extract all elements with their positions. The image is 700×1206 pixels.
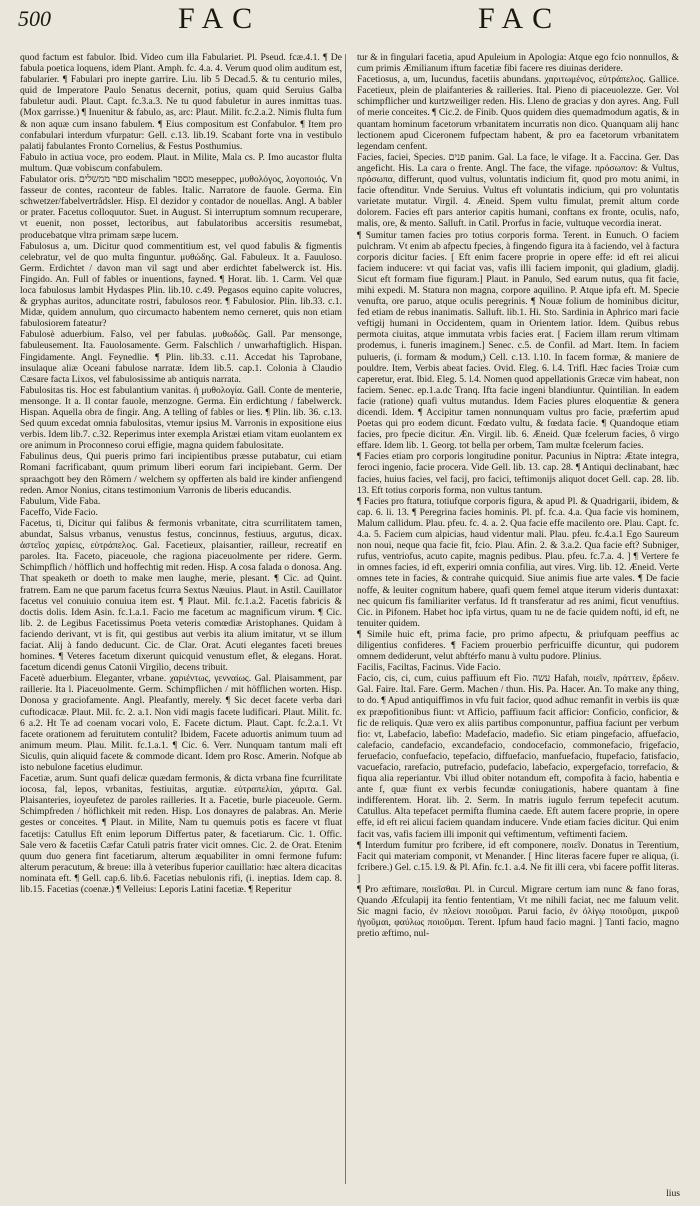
dictionary-entry bbox=[357, 662, 679, 673]
dictionary-entry bbox=[357, 74, 679, 152]
dictionary-entry bbox=[20, 152, 342, 174]
entry-text: faciei, Species. פנים panim. Gal. La face, le vifage. It a. Faccina. Ger. Das angeficht. His. La cara o frente. Angl. The face, the vifage. πρόσωπον: & Vultus, πρόσωπα, differunt, quod vultus, voluntatis indicium fit, quod pro motu animi, in facie oftenditur. Vnde Seruius. Vultus eft voluntatis indicium, qui pro voluntatis varietate mutatur. Virgil. 4. Æneid. Spem vultu fimulat, premit altum corde dolorem. Facies eft pars anterior capitis humani, conftans ex fronte, oculis, nafo, malis, ore, & mento. Salluft. in Catil. Prorfus in facie, vultuque vecordia inerat. bbox=[357, 151, 679, 230]
entry-headword: Facetiæ, bbox=[20, 773, 55, 785]
entry-text: ¶ Pro æftimare, ποιεῖσθαι. Pl. in Curcul. Migrare certum iam nunc & fano foras, Quando Æfculapij ita fentio fententiam, Vt me nihili faciat, nec me faluum velit. Sic magni facio, ἐν πλείονι ποιοῦμαι. Parui facio, ἐν ὀλίγῳ ποιοῦμαι, μικροῦ ἡγοῦμαι, φαύλως ποιοῦμαι. Terent. Ipfum haud facio magni. ] Tanti facio, magno pretio æftimo, nul- bbox=[357, 884, 679, 940]
entry-text: aduerbium. Eleganter, vrbane. χαριέντως, γενναίως. Gal. Plaisamment, par raillerie. Ita l. Piaceuolmente. Germ. Schimpflichen / mit höfflichen worten. Hisp. Donosa y graciofamente. Angl. Pleafantly, merely. ¶ Sic decet facete verba dari cuftodicacæ. Plaut. Mil. fc. 2. a.1. Non vidi magis facete ludificari. Plaut. Milit. fc. 6 a.2. Ht Te ad coenam vocari volo, E. Facete dictum. Plaut. Capt. fc.2.a.1. Vt facete orationem ad feruitutem contulit? Ibidem, Facete aduortis animum tuum ad animum meum. Plau. Milit. fc.1.a.1. ¶ Cic. 6. Verr. Nunquam tantum mali eft Siculis, quin aliquid facete & commode dicant. Idem pro Rosc. Amerin. Nofque ab isto nebulone facetius eludimur. bbox=[20, 673, 342, 773]
entry-headword: Facies, bbox=[357, 151, 387, 163]
entry-text: a, um, Iucundus, facetiis abundans. χαριτωμένος, εὐτράπελος. Gallice. Facetieux, plein de plaifanteries & railleries. Ital. Pieno di piaceuolezze. Ger. Vol schimpflicher und kurtzweiliger reden. His. Lleno de gracias y don ayres. Ang. Full of merie conceites. ¶ Cic.2. de Finib. Quos quidem dies quemadmodum agatis, & in quantam hominum facetorum vrbanitatem incurratis non dico. Quanquam alij hanc lectionem apud Ciceronem fufpectam habent, & pro ea facetorum vrbanitatem legendam cenfent. bbox=[357, 74, 679, 152]
entry-text: tur & in fingulari facetia, apud Apuleium in Apologia: Atque ego fcio nonnullos, & cum primis Æmilianum iftum facetiæ fibi facere res diuinas deridere. bbox=[357, 52, 679, 75]
entry-text: tis. Hoc est fabulantium vanitas. ἡ μυθολογία. Gall. Conte de menterie, mensonge. It a. Il contar fauole, menzogne. Germa. Ein erdichtung / fabelwerck. Hispan. Aquella obra de fingir. Ang. A telling of fables or lies. ¶ Plin. lib. 36. c.13. Sed quum excedat omnia fabulositas, vtemur ipsius M. Varronis in expositione eius verbis. Idem lib.7. c.32. Reperimus inter exempla Aristæi etiam vitam euolantem ex ore animum in Proconneso corui effigie, magna quidem fabulositate. bbox=[20, 384, 342, 452]
dictionary-entry bbox=[357, 152, 679, 230]
entry-headword: Fabulator bbox=[20, 174, 60, 186]
dictionary-entry bbox=[20, 518, 342, 673]
page-number: 500 bbox=[18, 6, 51, 31]
entry-text: ¶ Simile huic eft, prima facie, pro primo afpectu, & priufquam peeffius ac diligentius confideres. ¶ Faciem prouerbio perfricuiffe dicuntur, qui pudorem omnem dediderunt, velut abftérfo manu à vultu pudore. Plinius. bbox=[357, 628, 679, 663]
entry-text: Vide Facio. bbox=[53, 506, 98, 518]
entry-text: arum. Sunt quafi delicæ quædam fermonis, & dicta vrbana fine fcurrilitate iocosa, fal, lepos, vrbanitas, festiuitas, argutiæ. εὐτραπελίαι, χάριτα. Gal. Plaisanteries, ioyeufetez de paroles railleries. It a. Facetie, burle piaceuole. Germ. Schimpfreden / höflichkeit mit reden. Hisp. Los donayres de palabras. An. Merie gestes or conceites. ¶ Plaut. in Milite, Nam tu quemuis potis es facere vt fluat facetijs: Catullus Eft enim leporum Differtus pater, & facetiarum. Cic. 1. Offic. Sale vero & facetiis Cæfar Catuli patris frater vicit omnes. Cic. 2. de Orat. Etenim quum duo genera fint facetiarum, alterum æquabiliter in omni fermone fufum: alterum peracutum, & breue: illa à veteribus fuperior cauillatio: hæc altera dicacitas nominata eft. ¶ Gell. cap.6. lib.6. Facetias nebulonis rifi, (i. ineptias. Idem cap. 8. lib.15. Facetias (coenæ.) ¶ Velleius: Leporis Latini facetiæ. ¶ Reperitur bbox=[20, 773, 342, 896]
catchword: lius bbox=[666, 1188, 680, 1199]
entry-headword: Faceffo, bbox=[20, 506, 54, 518]
left-column bbox=[20, 52, 342, 1192]
page-header bbox=[0, 0, 700, 46]
entry-headword: Fabulum, bbox=[20, 495, 59, 507]
dictionary-entry bbox=[20, 241, 342, 330]
entry-text: oris. ספר ממשלים mischalim מספר meseppec, μυθολόγος, λογοποιός. Vn fasseur de contes, raconteur de fables. Italic. Narratore de fauole. Germa. Ein schwetzer/fabelvertrådsler. Hisp. El dezidor y contador de nouellas. Angl. A babler or prater. Facetus colloquutor. Suet. in August. Si interruptum somnum recuperare, vt euenit, non posset, lectoribus, aut fabulatoribus accersitis resumebat, producebatque vltra primam sæpe lucem. bbox=[20, 174, 342, 241]
entry-text: ¶ Sumitur tamen facies pro totius corporis forma. Terent. in Eunuch. O faciem pulchram. Vt enim ab afpectu fpecies, à fingendo figura ita à faciendo, vel à factura corporis dicitur facies. [ Eft enim facere proprie in opere effe: id eft rei alicui faciem inducere: vt qui faciat vas, vafis illi faciem imponit, qui gladium, gladij. Sicut eft formam fiue figuram.] Plaut. in Panulo, Sed earum nutus, qua fit facie, mihi expedi. M. Statura non magna, corpore aquilino. P. Atque ipfa eft. M. Specie venufta, ore paruo, atque oculis peregrinis. ¶ Nouæ folium de hominibus dicitur, fed etiam de rebus inanimatis. Salluft. lib.1. Hi. Sto. Sardinia in Aphrico mari facie veftigij humani in Occidentem, quam in Orientem latior. Idem. Quibus rebus permota ciuitas, atque immutata vrbis facies erat. [ Faciem illam rerum vltimam prodemus, i. funeris imaginem.] Senec. c.5. de Confil. ad Mart. Item. In faciem pulueris, (i. formam & modum,) Cell. c.13. l.10. In facem formæ, & maniere de pouldre. Item, Verbis abeat facies. Ovid. Eleg. 6. l.4. Trifl. Hæc facies Troiæ cum caperetur, erat. Ibid. Eleg. 5. l.4. Nomen quod appellationis Græcæ vim habeat, non faciem. Senec. ep.1.a.dc Tranq. Ifta facie ingeni blandiuntur. Quintilian. In eadem facie (ratione) quafi vultus mutandus. Idem Facies plures eloquentiæ & genera dicendi. Idem. ¶ Accipitur tamen nonnunquam vultus pro facie, præfertim apud Poetas qui pro eodem dicunt. Fœdato vultu, & fœdata facie. ¶ Quandoque etiam facies, pro fpecie dicitur. Æn. Virgil. lib. 6. Æneid. Quæ fcelerum facies, ô virgo effare. Idem lib. 1. Georg. tot bella per orbem, Tam multæ fcelerum facies. bbox=[357, 229, 679, 452]
dictionary-entry bbox=[357, 451, 679, 495]
entry-headword: Facio, bbox=[357, 673, 385, 685]
dictionary-entry bbox=[20, 329, 342, 384]
dictionary-entry bbox=[20, 174, 342, 241]
dictionary-entry bbox=[20, 507, 342, 518]
entry-text: aduerbium. Falso, vel per fabulas. μυθωδῶς. Gall. Par mensonge, fabuleusement. Ita. Fauolosamente. Germ. Falschlich / unwarhaftiglich. Hispan. Fingidamente. Angl. Feynedlie. ¶ Plin. lib.33. c.11. Accedat his Taprobane, insulaque aliæ Oceani fabulose narratæ. Idem lib.5. cap.1. Colonia à Claudio Cæsare facta Lixos, vel fabulosissime ab antiquis narrata. bbox=[20, 329, 342, 385]
entry-headword: Fabulo bbox=[20, 151, 50, 163]
entry-headword: Fabulositas bbox=[20, 384, 67, 396]
dictionary-entry bbox=[357, 52, 679, 74]
dictionary-entry bbox=[357, 840, 679, 884]
entry-text: ¶ Facies etiam pro corporis longitudine ponitur. Pacunius in Niptra: Ætate integra, feroci ingenio, facie procera. Vide Gell. lib. 13. cap. 28. ¶ Antiqui declinabant, hæc facies, huius facies, vel facij, pro facici, teftimonijs aliquot docet Gell. cap. 28. lib. 13. Eft totius corporis forma, non vultus tantum. bbox=[357, 451, 679, 496]
right-column bbox=[357, 52, 679, 1192]
entry-text: in actiua voce, pro eodem. Plaut. in Milite, Mala cs. P. Imo aucastor flulta multum. Quæ vobiscum confabulem. bbox=[20, 151, 342, 174]
column-divider bbox=[345, 54, 346, 1184]
entry-text: cis, ci, cum, cuius paffiuum eft Fio. עשה Hafah, ποιεῖν, πράττειν, ἔρδειν. Gal. Faire. Ital. Fare. Germ. Machen / thun. His. Pa. Hacer. An. To make any thing, to do. ¶ Apud antiquiffimos in vfu fuit facior, quod adhuc remanfit in verbis iis quæ ex præpofitionibus fiunt: vt Afficio, paffiuum facit afficior: Conficio, conficior, & fic de reliquis. Quæ vero ex aliis partibus componuntur, paffiua faciunt per verbum fio: vt, Labefacio, labefio: Madefacio, madefio. Sic etiam pingefacio, affuefacio, calefacio, candefacio, excandefacio, condocefacio, commonefacio, frigefacio, feruefacio, confuefacio, tepefacio, diffuefacio, manfuefacio, ftupefacio, fatisfacio, vacuefacio, rarefacio, putrefacio, pudefacio, labefacio, expergefacio, torrefacio, & fiqua alia reperiantur. Vbi illud obiter notandum eft, compofita à facio, habentia e ante f, quæ fiunt ex verbis fecundæ coniugationis, habere quantam à fine indifferentem. Horat. lib. 2. Serm. In matris iugulo ferrum tepefecit acutum. Catullus. Alta tepefacet permifta flumina caede. Eft autem facere proprie, in opere effe, id eft rei alicui faciem quandam inducere. Vnde etiam facies dicitur. Qui enim facit vas, vafis faciem illi imponit qui veftimentum, veftimenti faciem. bbox=[357, 673, 679, 840]
entry-text: ¶ Facies pro ftatura, totiufque corporis figura, & apud Pl. & Quadrigarii, ibidem, & cap. 6. li. 13. ¶ Peregrina facies hominis. Pl. pf. fc.a. 4.a. Qua facie vis hominem, Malum callidum. Plau. pfeu. fc. 4. a. 2. Qua facie effe macilento ore. Plau. Capt. fc. 4.a. 5. Faciem cum alpicias, haud videntur mali. Plau. pfeu. fc.4.a.1 Ego Saureum non noui, neque qua facie fit, fcio. Plau. Afin. 2. & 3.a.2. Qua facie eft? Subniger, rufus, ventriofus, acuto capite, magnis pedibus. Plau. pfeu. fc.7.a. 4. ] ¶ Vertere fe in omnes facies, id eft, experiri omnia confilia, aut vires. Virg. lib. 12. Æneid. Verte omnes tete in facies, & contrahe quicquid. Siue animis fiue arte vales. ¶ De facie noffe, & leuiter cognitum habere, quafi quem femel atque iterum videris duntaxat: nec quicum fis familiariter verfatus. Id ft transferatur ad res animi, ficut venuftius. Cic. in Pifonem. Habet hoc ipfa virtus, quam tu ne de facie quidem nofti, id eft, ne tenuiter quidem. bbox=[357, 495, 679, 629]
dictionary-entry bbox=[20, 451, 342, 495]
entry-headword: Fabulosus bbox=[20, 240, 64, 252]
dictionary-entry bbox=[357, 673, 679, 839]
dictionary-entry bbox=[357, 629, 679, 662]
entry-headword: Facilis, Faciltas, Facinus. bbox=[357, 662, 457, 674]
entry-text: quod factum est fabulor. Ibid. Video cum illa Fabulariet. Pl. Pseud. fcæ.4.1. ¶ De fabula poetica loquens, idem Plant. Amph. fc. 4.a. 4. Verum quod olim auditum est, fabularier. ¶ Fabulari pro inepte garrire. Liu. lib 5 Decad.5. & tu centurio miles, quid de Imperatore Paulo Senatus decernit, potius, quam quid Seruius Galba fabuletur audi. Plaut. Capt. fc.3.a.3. Ne tu quod fabuletur in aures inmittas tuas. (Mox garrisse.) ¶ Inuenitur & fabulo, as, arc: Plaut. Milit. fc.2.a.2. Nimis flulta fum & non aquæ cum insano fabulem. ¶ Eius compositum est Confabulor. ¶ Item pro confabulari interdum vfurpatur: Gell. c.13. lib.19. Scabant forte vna in vestibulo palatij fabulantes Fronto Cornelius, & Festus Posthumius. bbox=[20, 52, 342, 152]
entry-text: deus, Qui pueris primo fari incipientibus præsse putabatur, cui etiam Romani facrificabant, quum primum liberi eorum fari incipiebant. Germ. Der spraachgott bey den Römern / welchem sy opfferten als bald ire kinder anfiengend reden. Amor Nonius, citans testimonium Varronis de liberis educandis. bbox=[20, 451, 342, 496]
running-head-right: FAC bbox=[478, 2, 562, 35]
entry-headword: Fabulosè bbox=[20, 329, 61, 341]
entry-headword: Facetè bbox=[20, 673, 49, 685]
entry-headword: Facetus, bbox=[20, 517, 57, 529]
dictionary-entry bbox=[357, 884, 679, 939]
entry-text: Vide Facio. bbox=[456, 662, 501, 674]
dictionary-entry bbox=[20, 773, 342, 895]
running-head-left: FAC bbox=[178, 2, 262, 35]
dictionary-entry bbox=[20, 52, 342, 152]
entry-text: ti, Dicitur qui falibus & fermonis vrbanitate, citra scurrilitatem tamen, abundat, Salsus vrbanus, venustus festus, concinnus, festiuus, argutus, dicax. ἀστεῖος χαρίεις, εὐτράπελος. Gal. Facetieux, plaisantier, railleur, recreatif en paroles. Ita. Faceto, piaceuole, che ragiona piaceuolmente per ridere. Germ. Schimpflich / höfflich und hoffechtig mit reden. Hisp. A cosa falada o donosa. Ang. That speaketh or doeth to make men laughe, merie, plesant. ¶ Cic. ad Quint. fratrem. Eam ne que parum facetus fcurra Sextus Næuius. Plaut. in Astil. Cauillator facetus vel conuiuio conuiua item est. ¶ Plaut. Mil. fc.1.a.2. Facetis fabricis & doctis dolis. Idem Asin. fc.1.a.1. Facio me facetum ac magnificum virum. ¶ Cic. lib. 2. de Legibus Facetissimus Poeta veteris comœdiæ Aristophanes. Quidam à faciendo derivant, vt is fit, qui gestibus aut verbis ita alium imitatur, vt se illum faciat. Alij à fando deducunt. Cic. de Clar. Orat. Acuti elegantes faceti breues homines. ¶ Veteres facetum dixerunt quicquid venustum eflet, & elegans. Horat. facetum dicendi genus Catonii Virgilio, decens tribuit. bbox=[20, 517, 342, 674]
entry-headword: Facetiosus, bbox=[357, 74, 404, 86]
dictionary-entry bbox=[20, 496, 342, 507]
dictionary-entry bbox=[20, 385, 342, 452]
entry-headword: Fabulinus bbox=[20, 451, 63, 463]
dictionary-entry bbox=[20, 673, 342, 773]
entry-text: Vide Faba. bbox=[58, 495, 101, 507]
entry-text: a, um. Dicitur quod commentitium est, vel quod fabulis & figmentis celebratur, vel de quo multa finguntur. μυθώδης. Gal. Fabuleux. It a. Fauuloso. Germ. Erdichtet / davon man vil sagt und aber erdichtet fabelwerck ist. His. Fingido. An. Full of fables or inuentions, fayned. ¶ Horat. lib. 1. Carm. Vel quæ loca fabulosus lambit Hydaspes Plin. lib.10. c.49. Pegasos equino capite volucres, & gryphas auritos, aduncitate rostri, fabulosos reor. ¶ Fabulosior. Plin. lib.33. c.1. Midæ, quidem annulum, quo circumacto habentem nemo cerneret, quis non etiam fabulosiorem fateatur? bbox=[20, 240, 342, 330]
entry-text: ¶ Interdum fumitur pro fcribere, id eft componere, ποιεῖν. Donatus in Terentium, Facit qui materiam componit, vt Menander. [ Hinc literas facere fuper re aliqua, (i. fcribere.) Gel. c.15. l.9. & Pl. Afin. fc.1. a.4. Ne fit illi cera, vbi facere poffit literas. ] bbox=[357, 839, 679, 884]
dictionary-entry bbox=[357, 230, 679, 452]
dictionary-entry bbox=[357, 496, 679, 629]
